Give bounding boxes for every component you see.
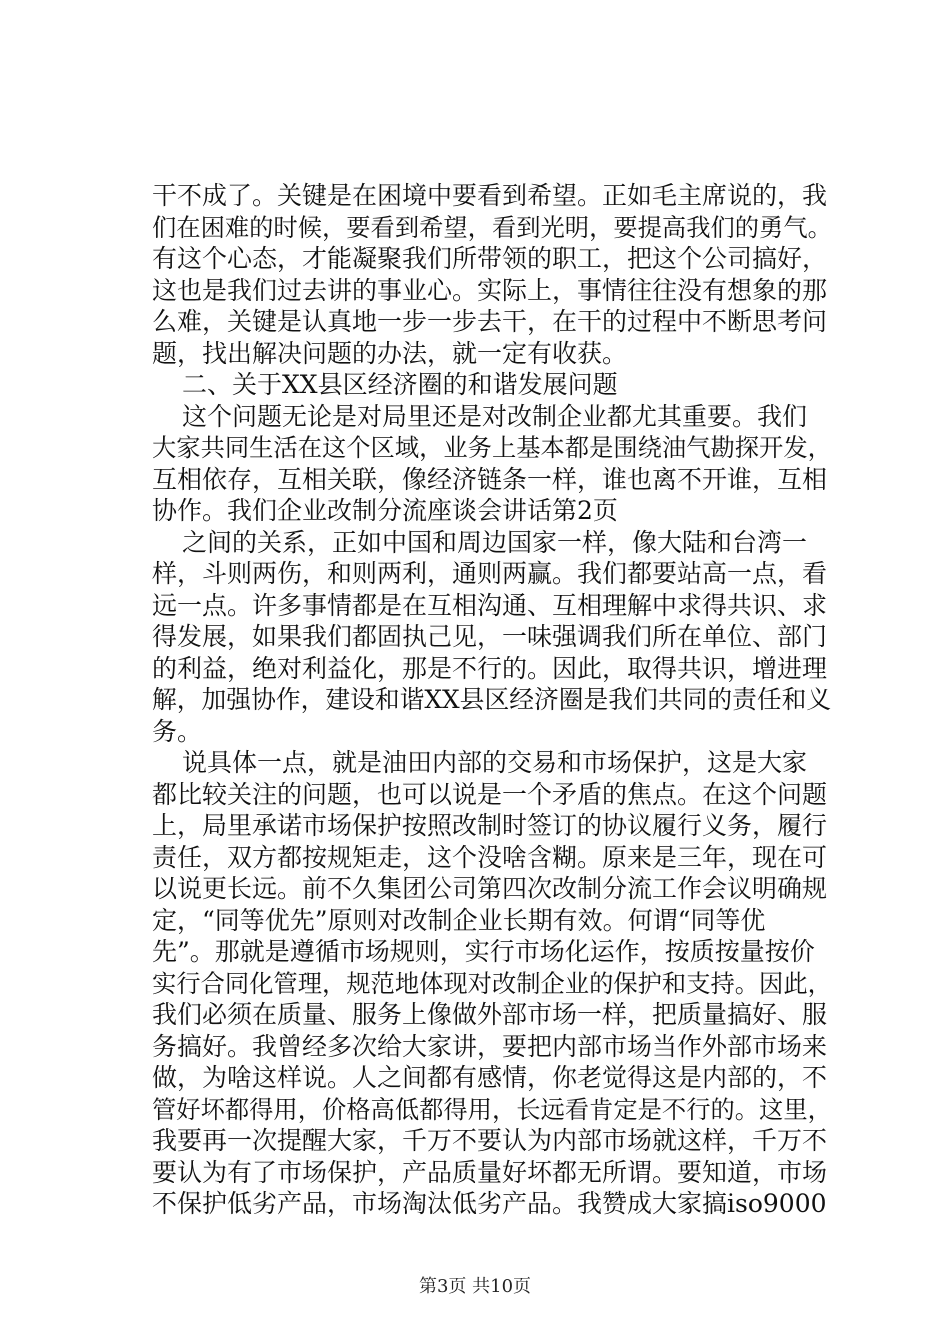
- text-line: 有这个心态，才能凝聚我们所带领的职工，把这个公司搞好，: [152, 244, 828, 273]
- page-footer: [0, 1272, 950, 1298]
- text-line: 们在困难的时候，要看到希望，看到光明，要提高我们的勇气。: [152, 212, 832, 242]
- text-line: 说具体一点，就是油田内部的交易和市场保护，这是大家: [182, 748, 808, 777]
- text-line: 这个问题无论是对局里还是对改制企业都尤其重要。我们: [182, 401, 808, 431]
- text-line: 远一点。许多事情都是在互相沟通、互相理解中求得共识、求: [152, 590, 828, 620]
- text-line: 解，加强协作，建设和谐XX县区经济圈是我们共同的责任和义: [152, 685, 832, 714]
- page-number-label: 第3页 共10页: [418, 1276, 532, 1297]
- text-line: 我要再一次提醒大家，千万不要认为内部市场就这样，千万不: [152, 1126, 828, 1155]
- text-line: 的利益，绝对利益化，那是不行的。因此，取得共识，增进理: [152, 653, 828, 683]
- text-line: 干不成了。关键是在困境中要看到希望。正如毛主席说的，我: [152, 181, 828, 210]
- text-line: 先”。那就是遵循市场规则，实行市场化运作，按质按量按价: [152, 937, 815, 966]
- text-line: 上，局里承诺市场保护按照改制时签订的协议履行义务，履行: [152, 811, 828, 840]
- text-line: 责任，双方都按规矩走，这个没啥含糊。原来是三年，现在可: [152, 842, 828, 872]
- text-line: 都比较关注的问题，也可以说是一个矛盾的焦点。在这个问题: [152, 779, 828, 809]
- text-line: 务搞好。我曾经多次给大家讲，要把内部市场当作外部市场来: [152, 1031, 828, 1061]
- text-line: 样，斗则两伤，和则两利，通则两赢。我们都要站高一点，看: [152, 559, 828, 588]
- text-line: 得发展，如果我们都固执己见，一味强调我们所在单位、部门: [152, 622, 828, 651]
- text-line: 么难，关键是认真地一步一步去干，在干的过程中不断思考问: [152, 307, 828, 336]
- text-line: 管好坏都得用，价格高低都得用，长远看肯定是不行的。这里，: [152, 1094, 832, 1124]
- text-line: 题，找出解决问题的办法，就一定有收获。: [152, 338, 628, 368]
- text-line: 不保护低劣产品，市场淘汰低劣产品。我赞成大家搞iso9000: [152, 1189, 827, 1218]
- text-line: 要认为有了市场保护，产品质量好坏都无所谓。要知道，市场: [152, 1157, 828, 1187]
- text-line: 以说更长远。前不久集团公司第四次改制分流工作会议明确规: [152, 874, 828, 903]
- document-body: [152, 180, 832, 1220]
- text-line: 务。: [152, 716, 203, 746]
- text-line: 定，“同等优先”原则对改制企业长期有效。何谓“同等优: [152, 905, 766, 935]
- text-line: 二、关于XX县区经济圈的和谐发展问题: [182, 370, 618, 399]
- text-line: 大家共同生活在这个区域，业务上基本都是围绕油气勘探开发，: [152, 433, 832, 462]
- text-line: 这也是我们过去讲的事业心。实际上，事情往往没有想象的那: [152, 275, 828, 305]
- text-line: 之间的关系，正如中国和周边国家一样，像大陆和台湾一: [182, 527, 808, 557]
- text-line: 协作。我们企业改制分流座谈会讲话第2页: [152, 496, 618, 525]
- text-line: 做，为啥这样说。人之间都有感情，你老觉得这是内部的，不: [152, 1063, 828, 1092]
- text-line: 实行合同化管理，规范地体现对改制企业的保护和支持。因此，: [152, 968, 832, 998]
- text-line: 我们必须在质量、服务上像做外部市场一样，把质量搞好、服: [152, 1000, 828, 1029]
- text-line: 互相依存，互相关联，像经济链条一样，谁也离不开谁，互相: [152, 464, 828, 494]
